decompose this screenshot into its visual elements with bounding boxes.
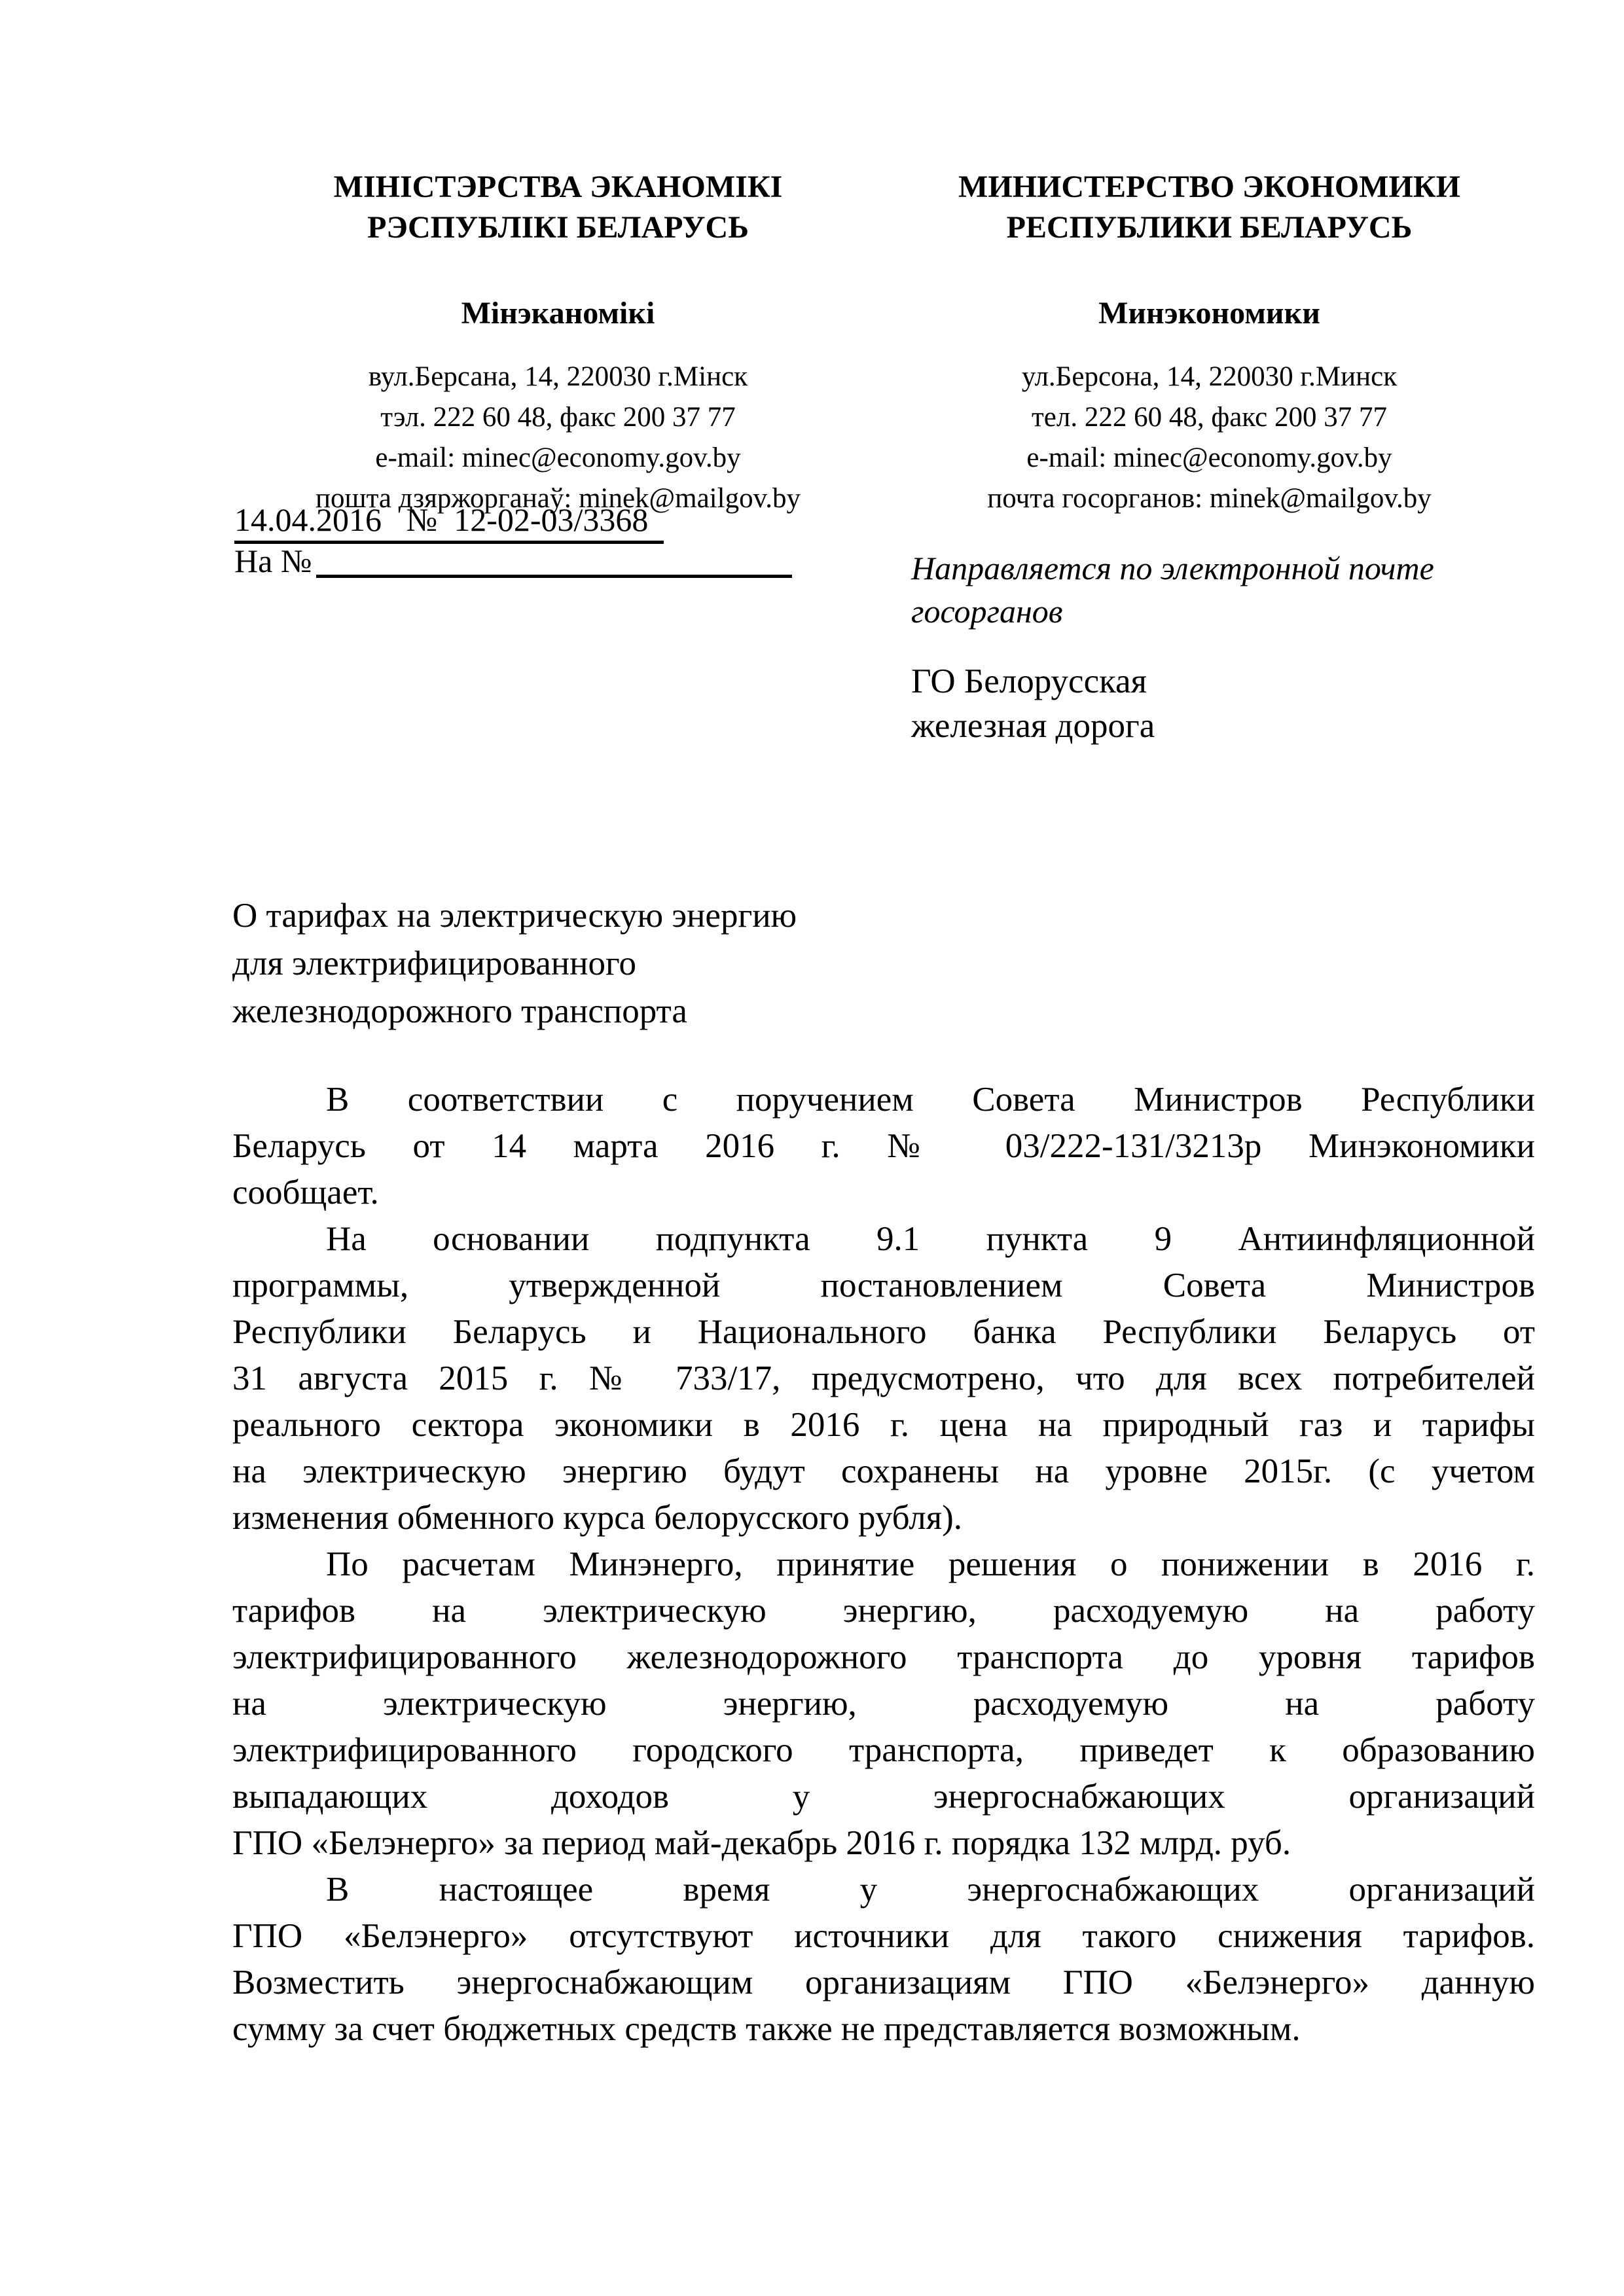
address-line: тел. 222 60 48, факс 200 37 77 (1032, 402, 1387, 433)
body-line: электрифицированного городского транспорта, приведет к образованию (232, 1731, 1535, 1769)
addressee-line: железная дорога (911, 707, 1155, 745)
body-line: на электрическую энергию будут сохранены на уровне 2015г. (с учетом (232, 1452, 1535, 1490)
body-line: электрифицированного железнодорожного транспорта до уровня тарифов (232, 1638, 1535, 1676)
body-line: По расчетам Минэнерго, принятие решения о понижении в 2016 г. (326, 1545, 1535, 1583)
org-short-name-by: Мінэканомікі (461, 296, 655, 331)
body-paragraph (232, 1541, 1535, 1867)
org-name-by-line2: РЭСПУБЛІКІ БЕЛАРУСЬ (367, 210, 749, 245)
addressee (911, 659, 1533, 748)
subject-line: О тарифах на электрическую энергию (232, 897, 797, 935)
body-line: В соответствии с поручением Совета Министров Республики (326, 1081, 1535, 1119)
recipient-block (911, 547, 1533, 748)
date-number-line (234, 501, 823, 544)
address-line: тэл. 222 60 48, факс 200 37 77 (380, 402, 736, 433)
subject-line: для электрифицированного (232, 944, 636, 982)
address-line: почта госорганов: minek@mailgov.by (987, 483, 1432, 514)
body-line: Республики Беларусь и Национального банка Республики Беларусь от (232, 1313, 1535, 1351)
subject-line: железнодорожного транспорта (232, 992, 687, 1030)
delivery-note-line: госорганов (911, 593, 1063, 630)
body-paragraph (232, 1216, 1535, 1541)
reply-reference-label: На № (234, 543, 312, 579)
org-address-ru (884, 357, 1535, 519)
body-line: тарифов на электрическую энергию, расходуемую на работу (232, 1592, 1535, 1630)
body-line: ГПО «Белэнерго» за период май-декабрь 2016 г. порядка 132 млрд. руб. (232, 1824, 1291, 1862)
body-line: программы, утвержденной постановлением Совета Министров (232, 1266, 1535, 1304)
body-line: ГПО «Белэнерго» отсутствуют источники для такого снижения тарифов. (232, 1917, 1535, 1955)
org-short-name-ru: Минэкономики (1098, 296, 1320, 331)
letterhead-left-column (232, 167, 884, 519)
subject (232, 892, 1018, 1035)
body-line: На основании подпункта 9.1 пункта 9 Антиинфляционной (326, 1220, 1535, 1258)
body-paragraph (232, 1077, 1535, 1216)
addressee-line: ГО Белорусская (911, 662, 1147, 700)
letter-date-number: 14.04.2016 № 12-02-03/3368 (234, 501, 664, 544)
org-name-by-line1: МІНІСТЭРСТВА ЭКАНОМІКІ (333, 170, 783, 204)
org-name-ru-line2: РЕСПУБЛИКИ БЕЛАРУСЬ (1006, 210, 1413, 245)
address-line: вул.Берсана, 14, 220030 г.Мінск (368, 361, 748, 392)
body-line: изменения обменного курса белорусского рубля). (232, 1499, 962, 1537)
org-name-ru-line1: МИНИСТЕРСТВО ЭКОНОМИКИ (958, 170, 1460, 204)
registration-block (234, 501, 823, 578)
address-line: e-mail: minec@economy.gov.by (375, 442, 741, 473)
body-line: Возместить энергоснабжающим организациям ГПО «Белэнерго» данную (232, 1964, 1535, 2001)
org-address-by (232, 357, 884, 519)
body-line: выпадающих доходов у энергоснабжающих организаций (232, 1778, 1535, 1816)
body-line: Беларусь от 14 марта 2016 г. № 03/222-131/3213р Минэкономики (232, 1127, 1535, 1165)
body-text (232, 1077, 1535, 2053)
body-line: сумму за счет бюджетных средств также не представляется возможным. (232, 2010, 1301, 2048)
letterhead-right-column (884, 167, 1535, 519)
body-line: 31 августа 2015 г. № 733/17, предусмотрено, что для всех потребителей (232, 1359, 1535, 1397)
letterhead (232, 167, 1535, 519)
address-line: e-mail: minec@economy.gov.by (1026, 442, 1392, 473)
body-line: В настоящее время у энергоснабжающих организаций (326, 1871, 1535, 1909)
delivery-note-line: Направляется по электронной почте (911, 550, 1434, 586)
reply-reference-line (234, 544, 792, 578)
body-line: на электрическую энергию, расходуемую на работу (232, 1685, 1535, 1723)
body-paragraph (232, 1867, 1535, 2053)
body-line: реального сектора экономики в 2016 г. цена на природный газ и тарифы (232, 1406, 1535, 1444)
delivery-note (911, 547, 1533, 633)
reply-reference-blank-underline (316, 544, 792, 578)
body-line: сообщает. (232, 1174, 379, 1211)
address-line: пошта дзяржорганаў: minek@mailgov.by (315, 483, 801, 514)
address-line: ул.Берсона, 14, 220030 г.Минск (1021, 361, 1398, 392)
